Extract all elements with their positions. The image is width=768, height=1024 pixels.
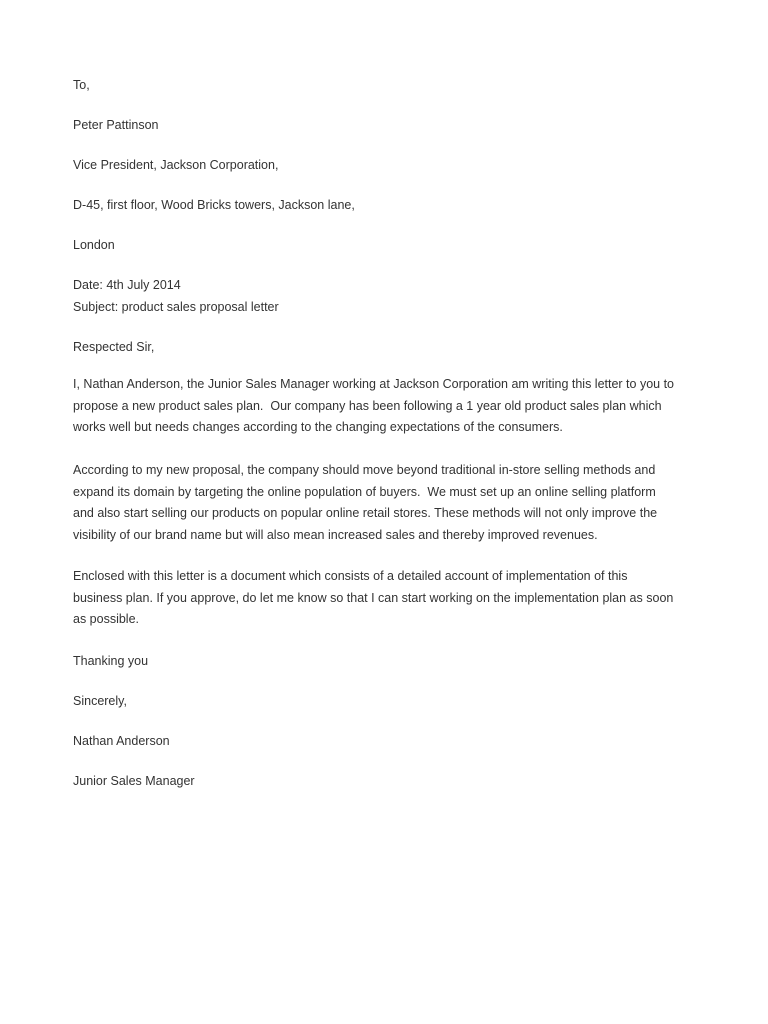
recipient-title: Vice President, Jackson Corporation, (73, 158, 279, 172)
salutation-to: To, (73, 78, 90, 92)
paragraph-3 (73, 566, 673, 631)
paragraph-2-line: and also start selling our products on popular online retail stores. These methods will not only improve the (73, 506, 658, 520)
letter-date: Date: 4th July 2014 (73, 278, 181, 292)
paragraph-3-line: Enclosed with this letter is a document which consists of a detailed account of implementation of this (73, 569, 628, 583)
letter-subject: Subject: product sales proposal letter (73, 300, 279, 314)
thanks-line: Thanking you (73, 654, 149, 668)
paragraph-1-line: I, Nathan Anderson, the Junior Sales Manager working at Jackson Corporation am writing this letter to you to (73, 377, 675, 391)
paragraph-2-line: expand its domain by targeting the online population of buyers. We must set up an online selling platform (73, 484, 656, 499)
recipient-address: D-45, first floor, Wood Bricks towers, Jackson lane, (73, 198, 355, 212)
paragraph-2-line: visibility of our brand name but will also mean increased sales and thereby improved revenues. (73, 527, 598, 542)
paragraph-1-line: propose a new product sales plan. Our company has been following a 1 year old product sales plan which (73, 398, 662, 413)
paragraph-3-line: business plan. If you approve, do let me know so that I can start working on the implementation plan as soon (73, 590, 674, 605)
paragraph-1 (73, 374, 674, 439)
recipient-name: Peter Pattinson (73, 118, 159, 132)
paragraph-2 (73, 460, 657, 546)
paragraph-3-line: as possible. (73, 612, 140, 626)
closing-line: Sincerely, (73, 694, 127, 708)
sender-title: Junior Sales Manager (73, 774, 195, 788)
sender-name: Nathan Anderson (73, 734, 170, 748)
recipient-city: London (73, 238, 115, 252)
paragraph-2-line: According to my new proposal, the company should move beyond traditional in-store selling methods and (73, 463, 656, 477)
letter-greeting: Respected Sir, (73, 340, 155, 354)
paragraph-1-line: works well but needs changes according to the changing expectations of the consumers. (73, 420, 563, 434)
